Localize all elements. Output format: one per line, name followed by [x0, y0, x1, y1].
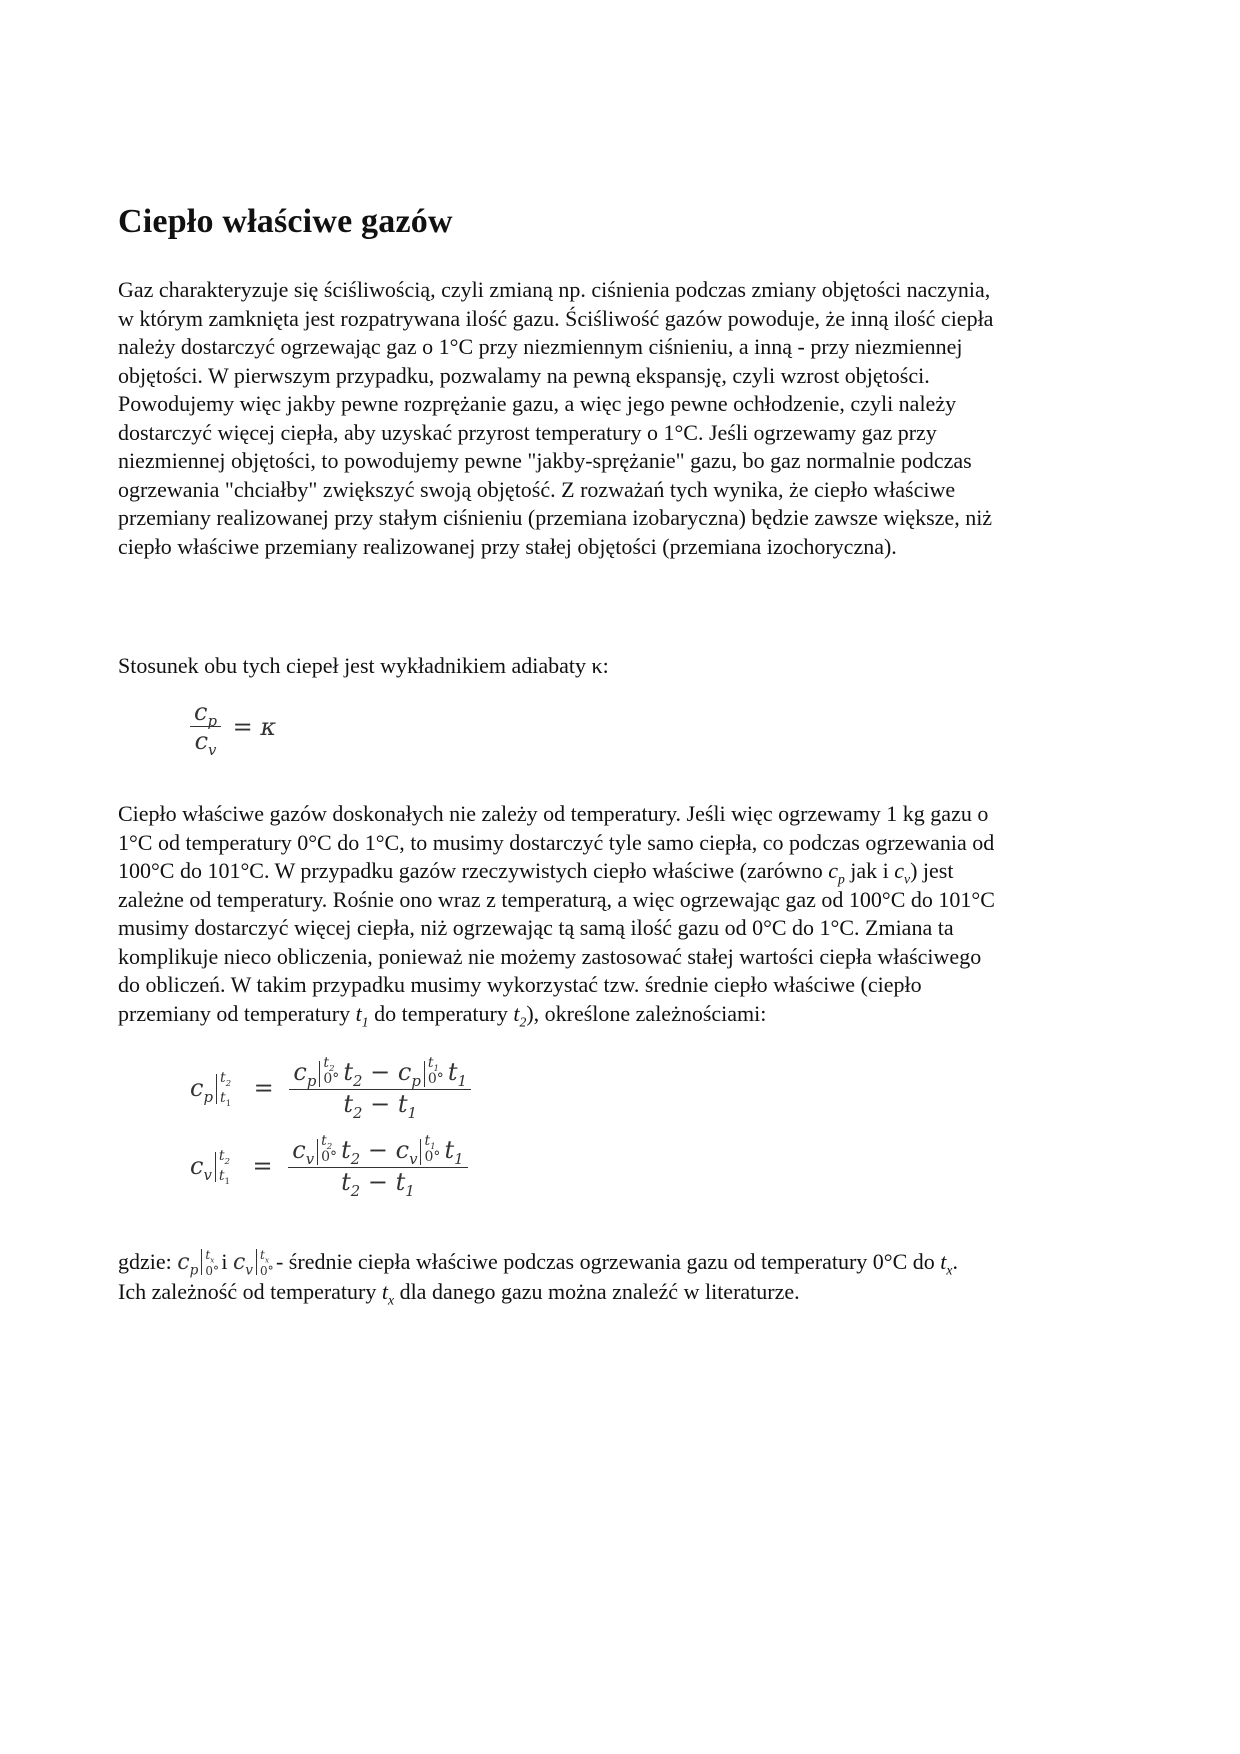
paragraph-line: należy dostarczyć ogrzewając gaz o 1°C przy niezmiennym ciśnieniu, a inną - przy niezmiennej: [118, 334, 963, 359]
paragraph-intro: [118, 276, 1128, 561]
paragraph-where: [118, 1248, 1128, 1306]
paragraph-ratio-intro: [118, 652, 1128, 681]
equation-kappa: [190, 698, 277, 759]
paragraph-real-gases: [118, 800, 1128, 1028]
paragraph-line: do obliczeń. W takim przypadku musimy wykorzystać tzw. średnie ciepło właściwe (ciepło: [118, 972, 922, 997]
equation-rhs: = κ: [232, 712, 277, 741]
paragraph-line: przemiany realizowanej przy stałym ciśnieniu (przemiana izobaryczna) będzie zawsze większe, niż: [118, 505, 993, 530]
page-title: Ciepło właściwe gazów: [118, 203, 453, 240]
paragraph-line: gdzie: $c_p$ $t_x$ 0° i $c_v$ $t_x$ 0° - średnie ciepła właściwe podczas ogrzewania gazu od temperatury 0°C do $t_x$.: [118, 1248, 958, 1279]
paragraph-line: 100°C do 101°C. W przypadku gazów rzeczywistych ciepło właściwe (zarówno $c_p$ jak i $c_v$) jest: [118, 858, 954, 887]
paragraph-line: musimy dostarczyć więcej ciepła, niż ogrzewając tą samą ilość gazu od 0°C do 1°C. Zmiana ta: [118, 915, 954, 940]
paragraph-line: ogrzewania "chciałby" zwiększyć swoją objętość. Z rozważań tych wynika, że ciepło właściwe: [118, 476, 956, 502]
paragraph-line: niezmiennej objętości, to powodujemy pewne "jakby-sprężanie" gazu, bo gaz normalnie podczas: [118, 448, 972, 473]
paragraph-line: Ich zależność od temperatury $t_x$ dla danego gazu można znaleźć w literaturze.: [118, 1278, 800, 1307]
fraction-denominator: $c_v$: [194, 727, 217, 759]
equation-mean-cp: $c_p$ $t_2$ $t_1$ = $c_p$ $t_2$ 0° $t_2 - c_p$ $t_1$ 0° $t_1$ $t_2 - t_1$: [190, 1058, 471, 1118]
equation-mean-cv: $c_v$ $t_2$ $t_1$ = $c_v$ $t_2$ 0° $t_2 - c_v$ $t_1$ 0° $t_1$ $t_2 - t_1$: [190, 1136, 468, 1196]
fraction-mean-cp: $c_p$ $t_2$ 0° $t_2 - c_p$ $t_1$ 0° $t_1$ $t_2 - t_1$: [289, 1058, 471, 1118]
fraction-mean-cv: $c_v$ $t_2$ 0° $t_2 - c_v$ $t_1$ 0° $t_1$ $t_2 - t_1$: [288, 1136, 467, 1196]
paragraph-line: 1°C od temperatury 0°C do 1°C, to musimy dostarczyć tyle samo ciepła, co podczas ogrzewania od: [118, 829, 995, 855]
paragraph-line: Powodujemy więc jakby pewne rozprężanie gazu, a więc jego pewne ochłodzenie, czyli należy: [118, 391, 957, 416]
paragraph-line: komplikuje nieco obliczenia, ponieważ nie możemy zastosować stałej wartości ciepła właściwego: [118, 943, 982, 969]
paragraph-line: Ciepło właściwe gazów doskonałych nie zależy od temperatury. Jeśli więc ogrzewamy 1 kg gazu o: [118, 801, 989, 826]
paragraph-line: ciepło właściwe przemiany realizowanej przy stałej objętości (przemiana izochoryczna).: [118, 533, 897, 559]
paragraph-line: przemiany od temperatury $t_1$ do temperatury $t_2$), określone zależnościami:: [118, 1000, 767, 1029]
paragraph-line: zależne od temperatury. Rośnie ono wraz z temperaturą, a więc ogrzewając gaz od 100°C do 101°C: [118, 886, 995, 912]
fraction-cp-cv: [190, 698, 221, 759]
paragraph-line: w którym zamknięta jest rozpatrywana ilość gazu. Ściśliwość gazów powoduje, że inną ilość ciepła: [118, 305, 994, 331]
paragraph-line: Gaz charakteryzuje się ściśliwością, czyli zmianą np. ciśnienia podczas zmiany objętości naczynia,: [118, 277, 991, 302]
fraction-numerator: $c_p$: [190, 698, 221, 727]
paragraph-line: objętości. W pierwszym przypadku, pozwalamy na pewną ekspansję, czyli wzrost objętości.: [118, 362, 930, 388]
paragraph-line: Stosunek obu tych ciepeł jest wykładnikiem adiabaty κ:: [118, 653, 609, 678]
paragraph-line: dostarczyć więcej ciepła, aby uzyskać przyrost temperatury o 1°C. Jeśli ogrzewamy gaz przy: [118, 419, 937, 445]
